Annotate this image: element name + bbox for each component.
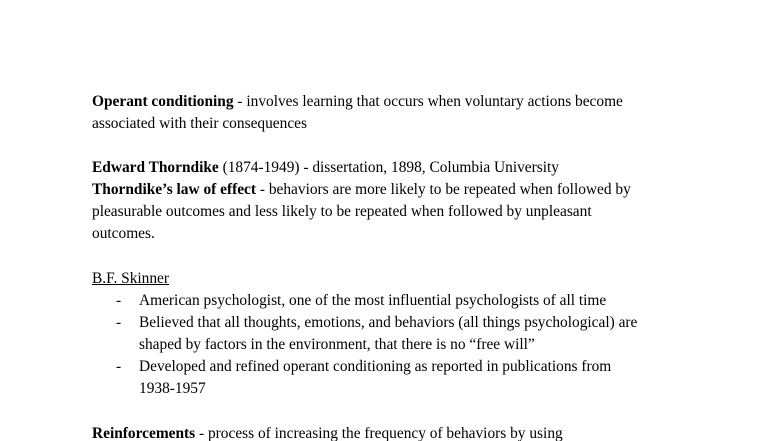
law-line-3: outcomes.	[92, 225, 155, 242]
operant-line-1	[92, 91, 712, 113]
bullet-text: American psychologist, one of the most influential psychologists of all time	[139, 292, 607, 309]
skinner-bullet-list	[92, 290, 712, 400]
list-item	[92, 356, 712, 378]
law-definition-1: - behaviors are more likely to be repeated when followed by	[256, 181, 631, 198]
reinforcements-definition-1: - process of increasing the frequency of behaviors by using	[195, 425, 563, 441]
reinforcements-line-1	[92, 423, 712, 441]
list-item-continuation	[92, 378, 712, 400]
list-item	[92, 312, 712, 334]
bullet-text: 1938-1957	[139, 380, 206, 397]
bullet-text: shaped by factors in the environment, that there is no “free will”	[139, 336, 535, 353]
thorndike-line-1	[92, 157, 712, 179]
operant-definition-1: - involves learning that occurs when voluntary actions become	[233, 93, 623, 110]
law-line-1	[92, 179, 712, 201]
list-item	[92, 290, 712, 312]
thorndike-name: Edward Thorndike	[92, 159, 219, 176]
operant-term: Operant conditioning	[92, 93, 234, 110]
reinforcements-paragraph	[92, 423, 712, 441]
reinforcements-term: Reinforcements	[92, 425, 196, 441]
bullet-dash: -	[116, 292, 122, 309]
thorndike-details: (1874-1949) - dissertation, 1898, Columbia University	[218, 159, 559, 176]
operant-line-2: associated with their consequences	[92, 115, 307, 132]
bullet-dash: -	[116, 314, 122, 331]
bullet-text: Developed and refined operant conditioning as reported in publications from	[139, 358, 612, 375]
list-item-continuation	[92, 334, 712, 356]
thorndike-paragraph	[92, 157, 712, 245]
law-of-effect-term: Thorndike’s law of effect	[92, 181, 256, 198]
operant-conditioning-paragraph	[92, 91, 712, 135]
skinner-heading: B.F. Skinner	[92, 270, 170, 287]
skinner-heading-block	[92, 268, 712, 290]
law-line-2: pleasurable outcomes and less likely to be repeated when followed by unpleasant	[92, 203, 592, 220]
bullet-dash: -	[116, 358, 122, 375]
bullet-text: Believed that all thoughts, emotions, and behaviors (all things psychological) are	[139, 314, 638, 331]
